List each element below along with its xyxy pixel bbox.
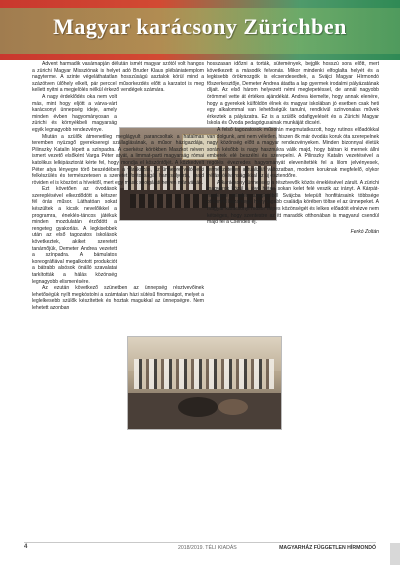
paragraph: Ezt követően az óvodások szereplésével elkezdődött a kétszer fél órás műsor. Láthatóan sokat készültek a kicsik nevelőikkel a programra, éneklés-táncos játékuk minden mozdulatán érződött a rengeteg gyakorlás. A legkisebbek után az első tagozatos iskolások következtek, akiket szeretett tanárnőjük, Demeter Andrea vezetett a színpadra. A bámulatos koreográfiával megalkotott produkciót a bátrabb alsósok önálló szavalatai tarkították a hálás közönség legnagyobb elismerésére. <box>32 186 117 285</box>
publication-name: MAGYARHÁZ FÜGGETLEN HÍRMONDÓ <box>279 545 376 551</box>
paragraph: A felső tagozatosok műsorán megmutatkozott, hogy rutinos előadókkal van dolgunk, ami nem véletlen, hiszen ők már óvodás koruk óta szerepelnek nagy közönség előtt a magyar rendezvényeken. Minden bizonnyal életük során később is nagy hasznukra válik majd, hogy bátran ki mernek állni emberek elé beszélni és szerepelni. A Pilinszky Katalin vezetésével a regölés évezredes hagyományát elevenítették fel a lilom jelvényesek, természetesen aktualizált változatban, modern koruknak megfelelő, olykor tréfás jókívánságokkal az új esztendőre. <box>207 126 379 180</box>
paragraph: Advent harmadik vasárnapján délután ismét magyar szótól volt hangos a zürichi Magyar Missziónak is helyet adó Bruder Klaus plébániatemplom nagyterme. A szinte végeláthatatlan hosszúságú asztalok körül mind a százötven ülőhely elkelt, pár perccel műsorkezdés előtt a karzatot is meg kellett nyitni a megjelölés nélkül érkező vendégek számára. <box>32 61 204 94</box>
page-corner <box>390 543 400 565</box>
edition-label: 2018/2019. TÉLI KIADÁS <box>178 545 237 551</box>
page-header <box>0 0 400 60</box>
footer-divider <box>24 542 376 543</box>
article-title: Magyar karácsony Zürichben <box>53 14 347 39</box>
page-number: 4 <box>24 544 28 550</box>
paragraph: A nagy érdeklődés oka nem volt más, mint hogy eljött a várva-várt karácsonyi ünnepség ideje, amely minden évben hagyományosan a zürichi és környékbeli magyarság egyik legnagyobb rendezvénye. <box>32 93 117 133</box>
paragraph: hosszasan időzni a torták, sütemények, bejglik hosszú sora előtt, mert következett a második felvonás. Mikor mindenki elfoglalta helyét és a legkisebb örökmozgók is elcsendesedtek, a Svájci Magyar Hírmondó főszerkesztője, Demeter Andrea átadta a lap gyermek irodalmi pályázatának díjait. Az első három helyezett némi meglepetéssel, de annál nagyobb örömmel vette át értékes ajándékát. Andrea kiemelte, hogy annak elenére, hogy a gyerekek külföldön élnek és magyar iskolában jó esetben csak heti egy alkalommal van lehetőségük tanulni, rendkívül színvonalas művek érkeztek a pályázatra. Ez is a szülők odafigyelését és a Zürichi Magyar Iskola és Óvoda pedagógusainak munkáját dicséri. <box>207 61 379 127</box>
paragraph: Az ezután következő szünetben az ünnepség résztvevőinek lehetőségük nyílt megkóstolni a számtalan házi sütésű finomságot, melyet a leglelkesebb szülők készítettek és hoztak magukkal az ünnepségre. Nem lehetett azonban <box>32 285 204 311</box>
left-column <box>32 61 204 312</box>
paragraph: Miután a szülők átmenetileg meglágyult parancsoltak a hatalmas teremben nyüzsgő gyerekseregi szállaglásának, a műsor házigazdája, Pilinszky Katalin lépett a színpadra. A cserkész körökben Maszkot néven ismert vezető elsőként Varga Péter atyát, a limmat-parti magyarság római katolikus lelkipásztorát kérte fel, hogy mondja el köszöntőjét. A közkedvelt Péter atya lényegre törő beszédében a várakozás, az ünnepre való lelki felkészülés és természetesen a szeretet fontosságát hangsúlyozta, majd röviden el is köszönt a hívektől, mert egy másik szolgálati helyen már várták. <box>32 133 204 186</box>
author-signature: Ferkó Zoltán <box>350 228 379 235</box>
photo-performance-audience <box>127 336 282 430</box>
paragraph: A karácsonyi ünnepség a résztvevők közös éneklésével zárult. A zürichi magyarok közül a jövő héten sokan kelet felé veszik az irányt. A Kárpát-medence minden szegletéből Svájcba települt honfitársaink többsége otthonról hazamegy, hogy tágabb családja körében töltse el az ünnepeket. A magyar karácsonyi műsor népes közönségét és lelkes előadóit elnézve nem kétséges, hogy szentestre az itt maradók otthonában is magyarul csendül majd fel a Csendes éj. <box>207 179 379 226</box>
right-column <box>207 61 379 235</box>
